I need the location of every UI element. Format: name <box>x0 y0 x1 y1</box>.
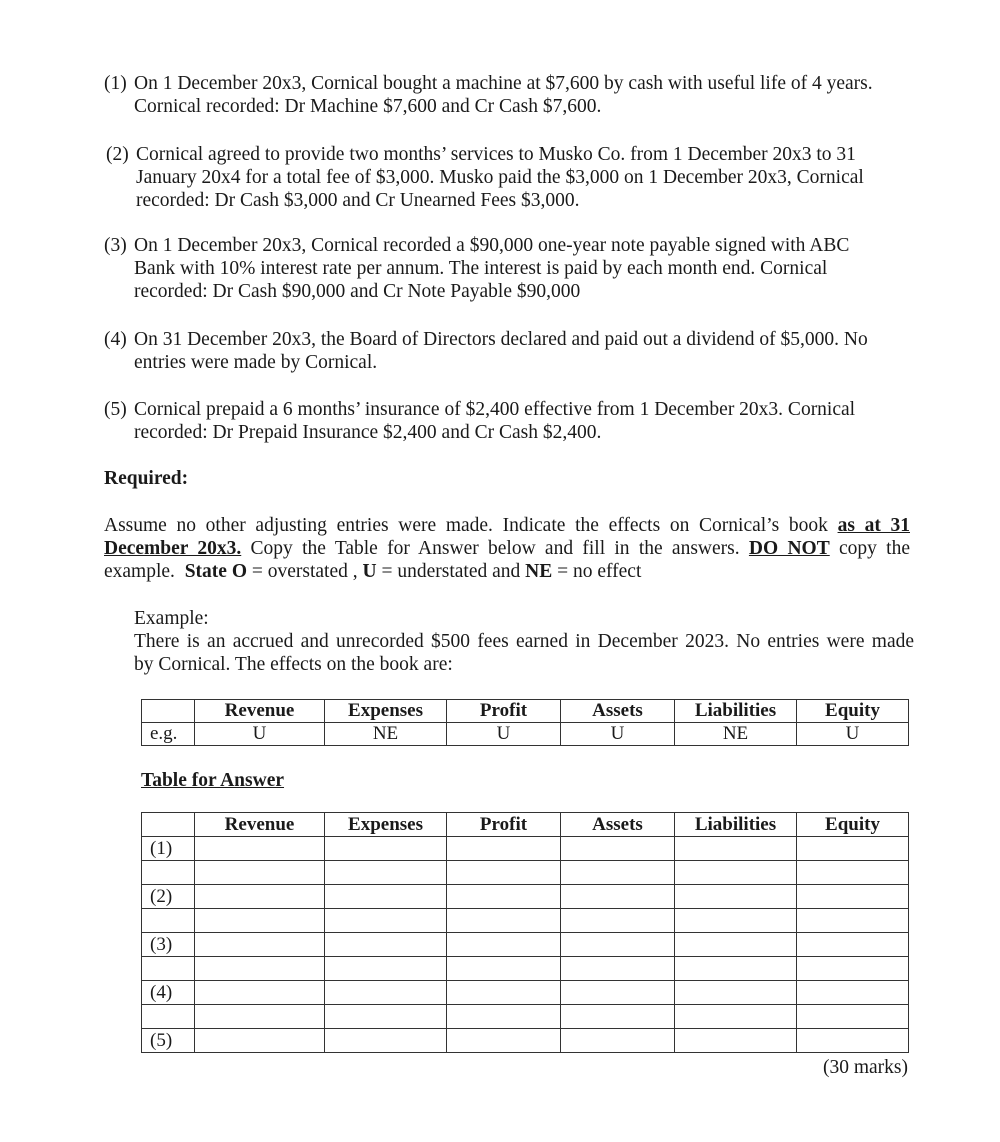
code-ne: NE <box>525 561 553 582</box>
answer-table-title: Table for Answer <box>141 770 285 791</box>
answer-cell-assets[interactable] <box>561 837 675 861</box>
answer-cell-equity[interactable] <box>797 837 909 861</box>
answer-cell-profit[interactable] <box>447 933 561 957</box>
instr-text: example. <box>104 561 175 582</box>
answer-spacer-cell[interactable] <box>675 1005 797 1029</box>
item-number: (2) <box>106 144 129 165</box>
answer-spacer-cell[interactable] <box>447 861 561 885</box>
example-block <box>134 607 914 676</box>
spacer-label-cell <box>142 861 195 885</box>
row-label: (1) <box>142 837 195 861</box>
table-row <box>142 885 909 909</box>
cell-equity: U <box>797 723 909 746</box>
item-line: On 31 December 20x3, the Board of Directors declared and paid out a dividend of $5,000. No <box>134 329 868 350</box>
item-1 <box>104 72 904 118</box>
answer-cell-assets[interactable] <box>561 933 675 957</box>
instr-text: = no effect <box>552 561 642 582</box>
example-line: There is an accrued and unrecorded $500 fees earned in December 2023. No entries were made <box>134 631 914 652</box>
answer-spacer-cell[interactable] <box>325 909 447 933</box>
table-spacer-row <box>142 861 909 885</box>
row-label: (3) <box>142 933 195 957</box>
header-liabilities: Liabilities <box>675 813 797 837</box>
answer-cell-expenses[interactable] <box>325 837 447 861</box>
header-assets: Assets <box>561 813 675 837</box>
example-line: by Cornical. The effects on the book are: <box>134 654 453 675</box>
answer-cell-expenses[interactable] <box>325 885 447 909</box>
header-expenses: Expenses <box>325 813 447 837</box>
item-number: (4) <box>104 329 127 350</box>
item-line: Cornical prepaid a 6 months’ insurance of $2,400 effective from 1 December 20x3. Cornical <box>134 399 856 420</box>
instr-text: copy the <box>829 538 911 559</box>
instructions <box>104 514 910 583</box>
header-profit: Profit <box>447 813 561 837</box>
table-spacer-row <box>142 1005 909 1029</box>
header-equity: Equity <box>797 813 909 837</box>
header-revenue: Revenue <box>195 813 325 837</box>
answer-cell-assets[interactable] <box>561 885 675 909</box>
spacer-label-cell <box>142 957 195 981</box>
instr-text: Assume no other adjusting entries were made. Indicate the effects on Cornical’s book <box>104 515 828 536</box>
answer-spacer-cell[interactable] <box>195 909 325 933</box>
header-profit: Profit <box>447 700 561 723</box>
header-blank <box>142 813 195 837</box>
code-u: U <box>362 561 377 582</box>
answer-cell-profit[interactable] <box>447 885 561 909</box>
header-equity: Equity <box>797 700 909 723</box>
answer-cell-assets[interactable] <box>561 981 675 1005</box>
answer-cell-equity[interactable] <box>797 885 909 909</box>
instr-emphasis: DO NOT <box>748 538 830 559</box>
row-label: (2) <box>142 885 195 909</box>
answer-spacer-cell[interactable] <box>675 909 797 933</box>
row-label: (4) <box>142 981 195 1005</box>
answer-cell-assets[interactable] <box>561 1029 675 1053</box>
answer-cell-equity[interactable] <box>797 981 909 1005</box>
answer-cell-revenue[interactable] <box>195 837 325 861</box>
answer-cell-expenses[interactable] <box>325 1029 447 1053</box>
item-line: recorded: Dr Cash $3,000 and Cr Unearned Fees $3,000. <box>136 190 580 211</box>
answer-cell-liabilities[interactable] <box>675 837 797 861</box>
item-line: On 1 December 20x3, Cornical bought a machine at $7,600 by cash with useful life of 4 years. <box>134 73 873 94</box>
answer-spacer-cell[interactable] <box>797 1005 909 1029</box>
instr-bold: State <box>184 561 227 582</box>
item-5 <box>104 398 904 444</box>
item-number: (5) <box>104 399 127 420</box>
header-blank <box>142 700 195 723</box>
instr-emphasis: December 20x3. <box>104 538 242 559</box>
table-header-row <box>142 813 909 837</box>
instructions-line-2 <box>104 537 910 560</box>
spacer-label-cell <box>142 909 195 933</box>
instr-text: Copy the Table for Answer below and fill in the answers. <box>241 538 740 559</box>
answer-cell-liabilities[interactable] <box>675 885 797 909</box>
instr-text: = overstated , <box>246 561 358 582</box>
row-label: e.g. <box>142 723 195 746</box>
answer-spacer-cell[interactable] <box>561 909 675 933</box>
answer-cell-profit[interactable] <box>447 981 561 1005</box>
answer-cell-revenue[interactable] <box>195 885 325 909</box>
item-line: entries were made by Cornical. <box>134 352 378 373</box>
answer-cell-equity[interactable] <box>797 933 909 957</box>
spacer-label-cell <box>142 1005 195 1029</box>
header-expenses: Expenses <box>325 700 447 723</box>
cell-expenses: NE <box>325 723 447 746</box>
header-liabilities: Liabilities <box>675 700 797 723</box>
answer-cell-revenue[interactable] <box>195 981 325 1005</box>
answer-spacer-cell[interactable] <box>797 909 909 933</box>
item-line: Cornical agreed to provide two months’ services to Musko Co. from 1 December 20x3 to 31 <box>136 144 856 165</box>
marks-label: (30 marks) <box>822 1057 908 1078</box>
answer-table <box>141 812 909 1053</box>
required-heading: Required: <box>104 468 189 489</box>
table-header-row <box>142 700 909 723</box>
row-label: (5) <box>142 1029 195 1053</box>
item-line: recorded: Dr Prepaid Insurance $2,400 and Cr Cash $2,400. <box>134 422 602 443</box>
answer-spacer-cell[interactable] <box>447 1005 561 1029</box>
cell-revenue: U <box>195 723 325 746</box>
table-row <box>142 981 909 1005</box>
table-spacer-row <box>142 909 909 933</box>
answer-cell-liabilities[interactable] <box>675 933 797 957</box>
answer-spacer-cell[interactable] <box>797 957 909 981</box>
table-row <box>142 723 909 746</box>
table-row <box>142 837 909 861</box>
item-line: January 20x4 for a total fee of $3,000. Musko paid the $3,000 on 1 December 20x3, Cornical <box>136 167 864 188</box>
answer-cell-profit[interactable] <box>447 1029 561 1053</box>
instructions-line-1 <box>104 514 910 537</box>
header-revenue: Revenue <box>195 700 325 723</box>
cell-liabilities: NE <box>675 723 797 746</box>
instr-text: = understated and <box>376 561 521 582</box>
answer-cell-liabilities[interactable] <box>675 981 797 1005</box>
answer-cell-revenue[interactable] <box>195 933 325 957</box>
answer-spacer-cell[interactable] <box>675 957 797 981</box>
item-number: (1) <box>104 73 127 94</box>
answer-cell-revenue[interactable] <box>195 1029 325 1053</box>
answer-spacer-cell[interactable] <box>561 1005 675 1029</box>
cell-assets: U <box>561 723 675 746</box>
answer-cell-liabilities[interactable] <box>675 1029 797 1053</box>
answer-cell-equity[interactable] <box>797 1029 909 1053</box>
example-heading: Example: <box>134 608 209 629</box>
item-line: On 1 December 20x3, Cornical recorded a $90,000 one-year note payable signed with ABC <box>134 235 850 256</box>
table-row <box>142 933 909 957</box>
answer-spacer-cell[interactable] <box>797 861 909 885</box>
item-line: Bank with 10% interest rate per annum. The interest is paid by each month end. Cornical <box>134 258 828 279</box>
answer-spacer-cell[interactable] <box>447 909 561 933</box>
instr-emphasis: as at 31 <box>837 515 910 536</box>
cell-profit: U <box>447 723 561 746</box>
answer-spacer-cell[interactable] <box>561 861 675 885</box>
code-o: O <box>231 561 247 582</box>
item-number: (3) <box>104 235 127 256</box>
item-2 <box>106 143 906 212</box>
item-3 <box>104 234 904 303</box>
answer-spacer-cell[interactable] <box>675 861 797 885</box>
answer-spacer-cell[interactable] <box>325 1005 447 1029</box>
header-assets: Assets <box>561 700 675 723</box>
item-line: Cornical recorded: Dr Machine $7,600 and Cr Cash $7,600. <box>134 96 602 117</box>
example-table <box>141 699 909 746</box>
answer-spacer-cell[interactable] <box>325 957 447 981</box>
table-spacer-row <box>142 957 909 981</box>
answer-cell-expenses[interactable] <box>325 981 447 1005</box>
answer-spacer-cell[interactable] <box>195 861 325 885</box>
answer-spacer-cell[interactable] <box>561 957 675 981</box>
item-4 <box>104 328 904 374</box>
answer-table-body <box>142 837 909 1053</box>
answer-spacer-cell[interactable] <box>447 957 561 981</box>
table-row <box>142 1029 909 1053</box>
answer-spacer-cell[interactable] <box>195 957 325 981</box>
answer-cell-expenses[interactable] <box>325 933 447 957</box>
item-line: recorded: Dr Cash $90,000 and Cr Note Payable $90,000 <box>134 281 581 302</box>
answer-spacer-cell[interactable] <box>195 1005 325 1029</box>
instructions-line-3 <box>104 560 910 583</box>
answer-cell-profit[interactable] <box>447 837 561 861</box>
answer-spacer-cell[interactable] <box>325 861 447 885</box>
